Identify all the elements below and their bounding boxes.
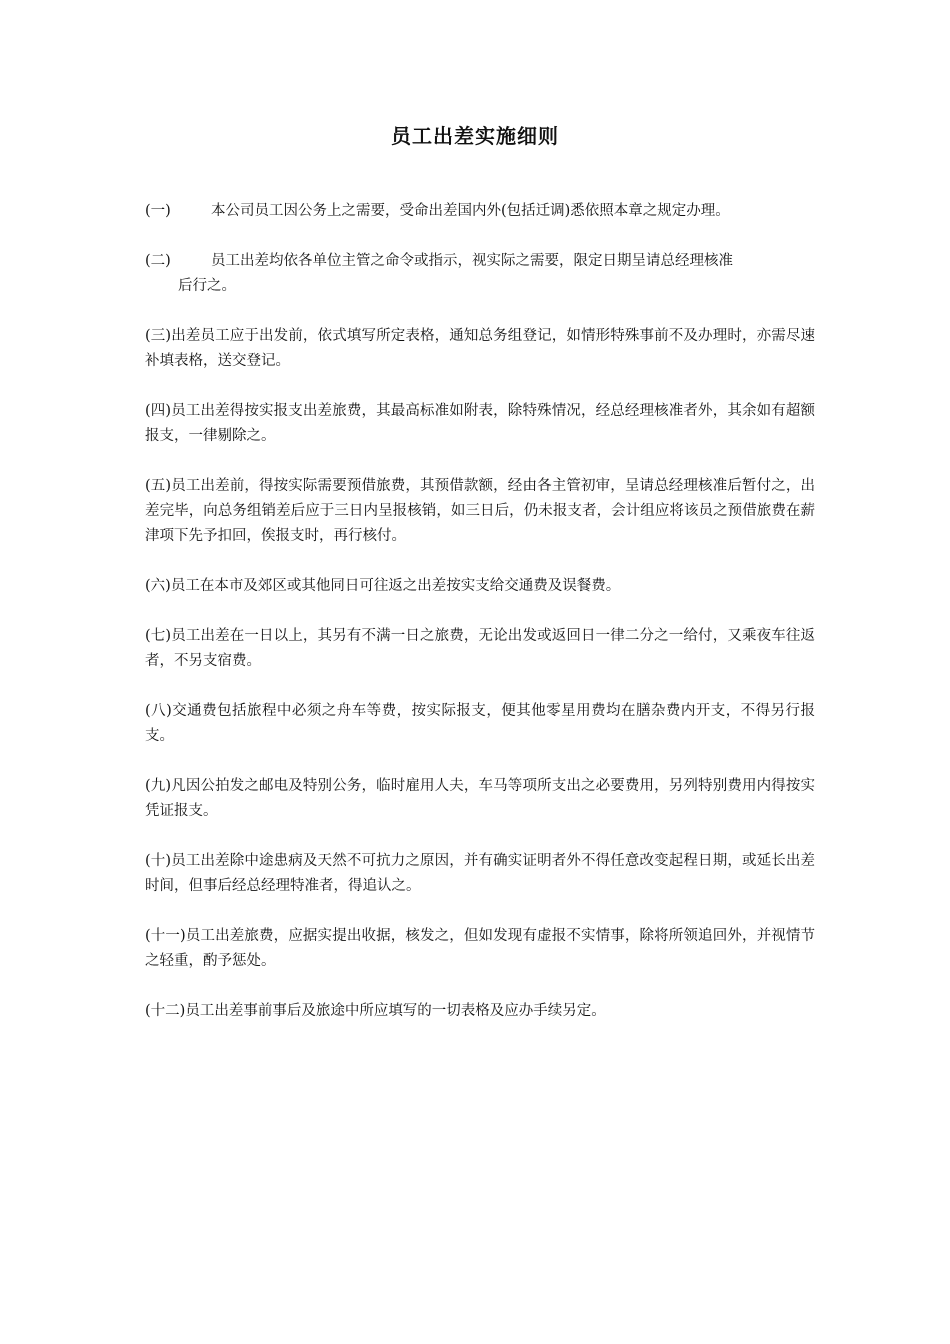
clause-7: (七)员工出差在一日以上，其另有不满一日之旅费，无论出发或返回日一律二分之一给付，又乘夜车往返者，不另支宿费。 <box>145 628 815 669</box>
clause-2 <box>145 249 815 299</box>
document-body <box>145 199 815 1049</box>
clause-number: (二) <box>145 253 171 269</box>
clause-1 <box>145 199 815 224</box>
clause-number: (一) <box>145 203 171 219</box>
clause-text: 员工出差均依各单位主管之命令或指示，视实际之需要，限定日期呈请总经理核准 <box>211 253 733 269</box>
clause-text: 本公司员工因公务上之需要，受命出差国内外(包括迁调)悉依照本章之规定办理。 <box>211 203 730 219</box>
clause-9: (九)凡因公拍发之邮电及特别公务，临时雇用人夫，车马等项所支出之必要费用，另列特别费用内得按实凭证报支。 <box>145 778 815 819</box>
clause-text-continuation: 后行之。 <box>178 278 236 294</box>
clause-12: (十二)员工出差事前事后及旅途中所应填写的一切表格及应办手续另定。 <box>145 1003 606 1019</box>
clause-8: (八)交通费包括旅程中必须之舟车等费，按实际报支，便其他零星用费均在膳杂费内开支，不得另行报支。 <box>145 703 815 744</box>
clause-4: (四)员工出差得按实报支出差旅费，其最高标准如附表，除特殊情况，经总经理核准者外，其余如有超额报支，一律剔除之。 <box>145 403 815 444</box>
clause-10: (十)员工出差除中途患病及天然不可抗力之原因，并有确实证明者外不得任意改变起程日期，或延长出差时间，但事后经总经理特准者，得追认之。 <box>145 853 815 894</box>
clause-6: (六)员工在本市及郊区或其他同日可往返之出差按实支给交通费及误餐费。 <box>145 578 621 594</box>
clause-5: (五)员工出差前，得按实际需要预借旅费，其预借款额，经由各主管初审，呈请总经理核准后暂付之，出差完毕，向总务组销差后应于三日内呈报核销，如三日后，仍未报支者，会计组应将该员之预借旅费在薪津项下先予扣回，俟报支时，再行核付。 <box>145 478 815 544</box>
clause-3: (三)出差员工应于出发前，依式填写所定表格，通知总务组登记，如情形特殊事前不及办理时，亦需尽速补填表格，送交登记。 <box>145 328 815 369</box>
document-title: 员工出差实施细则 <box>391 124 559 148</box>
clause-11: (十一)员工出差旅费，应据实提出收据，核发之，但如发现有虚报不实情事，除将所领追回外，并视情节之轻重，酌予惩处。 <box>145 928 815 969</box>
